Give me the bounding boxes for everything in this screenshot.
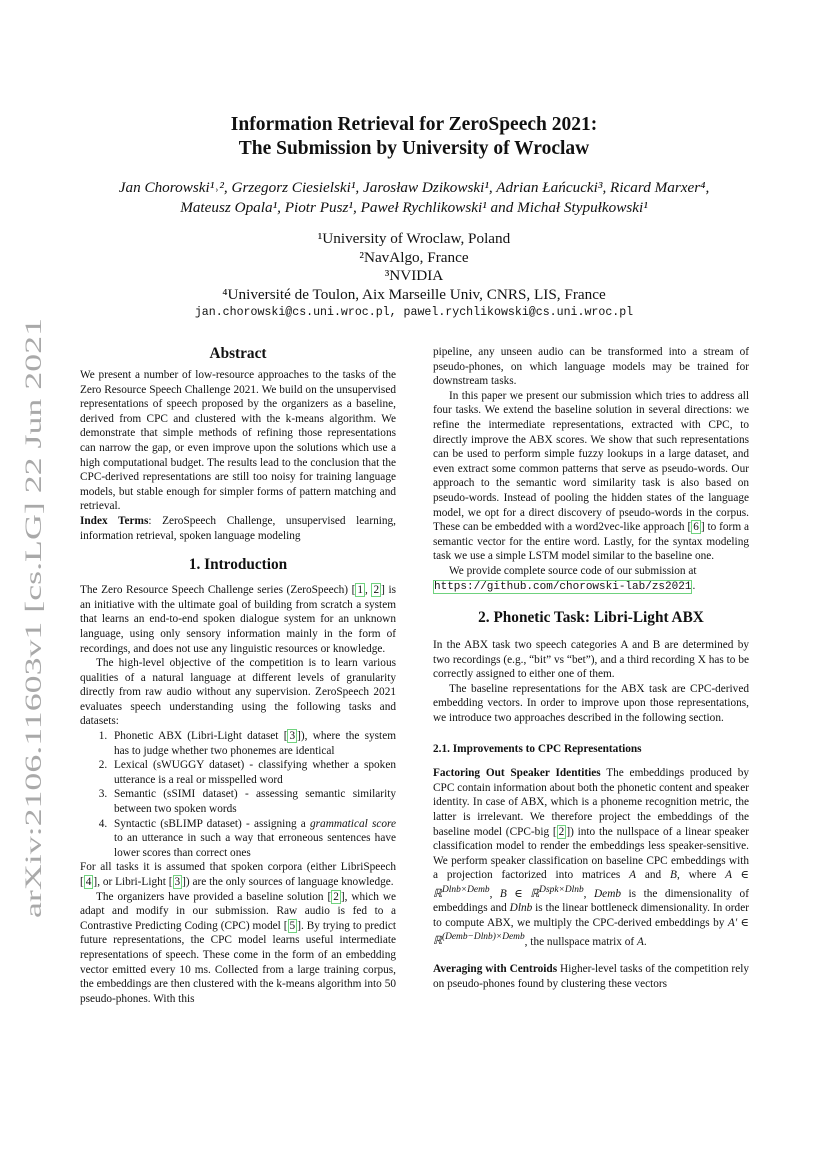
citation-link[interactable]: 1 xyxy=(357,584,364,597)
right-column xyxy=(433,345,749,991)
abstract-text: We present a number of low-resource approaches to the tasks of the Zero Resource Speech Challenge 2021. We build on the unsupervised representations of speech proposed by the organizers as a baseline, derived from CPC and clustered with the k-means algorithm. We demonstrate that simple methods of refining those representations can narrow the gap, or even improve upon the solutions which use a high computational budget. The results lead to the conclusion that the CPC-derived representations are still too noisy for training language models, but stable enough for simpler forms of pattern matching and retrieval. xyxy=(80,369,396,513)
left-column xyxy=(80,344,396,1006)
task-list xyxy=(80,729,396,860)
authors xyxy=(60,178,768,218)
citation-link[interactable]: 3 xyxy=(174,876,181,888)
intro-paragraph-6: In this paper we present our submission which tries to address all four tasks. We extend the baseline solution in several directions: we refine the intermediate representations, extracted with CPC, to directly improve the ABX scores. We show that such representations can be used to perform simple fuzzy lookups in a large dataset, and even extract some common patterns that serve as pseudo-words. Our approach to the semantic word similarity task is also based on pseudo-words. Instead of pooling the hidden states of the language model, we opt for a direct discovery of pseudo-words in the corpus. These can be embedded with a word2vec-like approach [ 6 ] to form a semantic vector for the entire word. Lastly, for the syntax modeling task we use a simple LSTM model similar to the baseline one. xyxy=(433,389,749,563)
affiliation-1: ¹University of Wroclaw, Poland xyxy=(317,230,511,247)
subsection-2-1-heading: 2.1. Improvements to CPC Representations xyxy=(433,742,642,755)
section-1-heading: 1. Introduction xyxy=(188,556,288,574)
math-a: A ∈ ℝ$^{Dlnb\times Demb}$ xyxy=(433,869,749,900)
intro-paragraph-1: The Zero Resource Speech Challenge series (ZeroSpeech) [ 1 , 2 ] is an initiative with the ultimate goal of building from scratch a system that learns an end-to-end spoken dialogue system for an unknown language, using only sensory information mainly in the form of recordings, and does not use any linguistic resources or knowledge. xyxy=(80,584,397,655)
math-b: B ∈ ℝ$^{Dspk\times Dlnb}$ xyxy=(499,885,584,900)
citation-link[interactable]: 3 xyxy=(289,730,296,743)
authors-line-2: Mateusz Opala¹, Piotr Pusz¹, Paweł Rychlikowski¹ and Michał Stypułkowski¹ xyxy=(180,199,648,216)
paper-title xyxy=(80,113,748,161)
citation-link[interactable]: 6 xyxy=(693,521,699,534)
index-terms-label: Index Terms xyxy=(80,514,149,527)
intro-paragraph-3: For all tasks it is assumed that spoken corpora (either LibriSpeech [ 4 ], or Libri-Light [ 3 ]) are the only sources of language knowledge. xyxy=(80,861,396,888)
arxiv-watermark xyxy=(14,316,50,918)
list-item: 4. Syntactic (sBLIMP dataset) - assigning a grammatical score to an utterance in such a way that erroneous sentences have lower scores than correct ones xyxy=(110,817,396,861)
averaging-paragraph: Averaging with Centroids Higher-level tasks of the competition rely on pseudo-phones found by clustering these vectors xyxy=(433,962,749,990)
speaker-factoring-paragraph: Factoring Out Speaker Identities The embeddings produced by CPC contain information about both the phonetic content and speaker identity. In case of ABX, which is a phoneme recognition metric, the latter is irrelevant. We therefore project the embeddings of the baseline model (CPC-big [ 2 ]) into the nullspace of a linear speaker classification model to render the embeddings less speaker-sensitive. We perform speaker classification on baseline CPC embeddings with a projection factorized into matrices A and B, where A ∈ ℝ$^{Dlnb\times Demb}$, B ∈ ℝ$^{Dspk\times Dlnb}$, Demb is the dimensionality of embeddings and Dlnb is the linear bottleneck dimensionality. In order to compute ABX, we multiply the CPC-derived embeddings by A′ ∈ ℝ$^{(Demb-Dlnb)\times Demb}$, the nullspace matrix of A. xyxy=(433,767,750,948)
intro-paragraph-4: The organizers have provided a baseline solution [ 2 ], which we adapt and modify in our submission. Raw audio is fed to a Contrastive Predicting Coding (CPC) model [ 5 ]. By trying to predict future representations, the CPC model learns useful intermediate representations of speech. These come in the form of an embedding vector emitted every 10 ms. Collected from a large training corpus, the embeddings are then clustered with the k-means algorithm into 50 pseudo-phones. With this xyxy=(80,890,396,1005)
abstract-heading: Abstract xyxy=(209,345,267,362)
author-emails: jan.chorowski@cs.uni.wroc.pl, pawel.rychlikowski@cs.uni.wroc.pl xyxy=(194,306,634,319)
intro-paragraph-2: The high-level objective of the competition is to learn various qualities of a natural language at different levels of granularity directly from raw audio without any supervision. ZeroSpeech 2021 evaluates speech understanding using the following tasks and datasets: xyxy=(80,657,396,728)
affiliation-3: ³NVIDIA xyxy=(384,267,444,285)
affiliation-4: ⁴Université de Toulon, Aix Marseille Univ, CNRS, LIS, France xyxy=(222,286,606,304)
list-item: 1. Phonetic ABX (Libri-Light dataset [ 3 ]), where the system has to judge whether two phonemes are identical xyxy=(110,729,396,758)
authors-line-1: Jan Chorowski¹˒², Grzegorz Ciesielski¹, Jarosław Dzikowski¹, Adrian Łańcucki³, Ricard Marxer⁴, xyxy=(118,179,710,196)
list-item: 2. Lexical (sWUGGY dataset) - classifying whether a spoken utterance is a real or misspelled word xyxy=(110,758,396,787)
intro-paragraph-7: We provide complete source code of our submission at https://github.com/chorowski-lab/zs2021. xyxy=(434,564,697,593)
citation-link[interactable]: 5 xyxy=(289,919,296,932)
affiliation-2: ²NavAlgo, France xyxy=(359,248,469,266)
affiliations xyxy=(80,230,748,305)
citation-link[interactable]: 4 xyxy=(85,876,92,888)
title-line-1: Information Retrieval for ZeroSpeech 2021: xyxy=(230,114,598,135)
index-terms xyxy=(80,514,396,543)
citation-link[interactable]: 2 xyxy=(373,584,380,597)
math-a-prime: A′ ∈ ℝ$^{(Demb-Dlnb)\times Demb}$ xyxy=(433,916,750,948)
index-terms-text: : ZeroSpeech Challenge, unsupervised learning, information retrieval, spoken language modeling xyxy=(80,514,396,542)
section-2-heading: 2. Phonetic Task: Libri-Light ABX xyxy=(478,609,704,627)
list-item: 3. Semantic (sSIMI dataset) - assessing semantic similarity between two spoken words xyxy=(110,787,396,816)
repo-link[interactable]: https://github.com/chorowski-lab/zs2021 xyxy=(434,580,692,593)
citation-link[interactable]: 2 xyxy=(333,890,339,903)
phonetic-paragraph-1: In the ABX task two speech categories A and B are determined by two recordings (e.g., “bit” vs “bet”), and a third recording X has to be correctly assigned to either one of them. xyxy=(433,639,749,681)
arxiv-id: arXiv:2106.11603v1 [cs.LG] 22 Jun 2021 xyxy=(21,533,46,918)
title-line-2: The Submission by University of Wroclaw xyxy=(238,138,590,159)
citation-link[interactable]: 2 xyxy=(558,825,565,838)
phonetic-paragraph-2: The baseline representations for the ABX task are CPC-derived embedding vectors. In order to improve upon those representations, we introduce two approaches described in the following section. xyxy=(433,682,749,725)
intro-paragraph-5: pipeline, any unseen audio can be transformed into a stream of pseudo-phones, on which language models may be trained for downstream tasks. xyxy=(433,346,749,388)
